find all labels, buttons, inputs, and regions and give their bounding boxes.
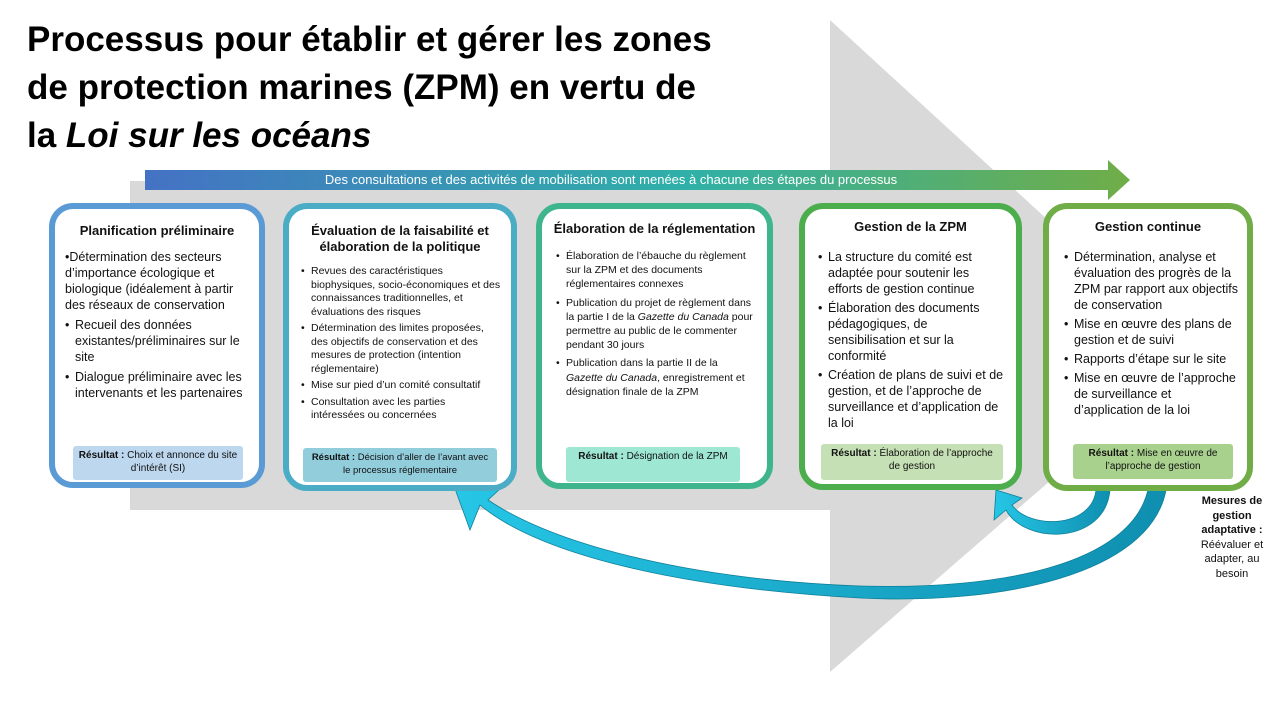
step-item: • Publication dans la partie II de la Gazette du Canada, enregistrement et désignation finale de la ZPM [556, 356, 757, 399]
step-item: • Détermination, analyse et évaluation des progrès de la ZPM par rapport aux objectifs de conservation [1064, 249, 1239, 313]
step-items [818, 249, 1006, 431]
step-item: • Création de plans de suivi et de gestion, et de l’approche de surveillance et d’application de la loi [818, 367, 1006, 431]
step-result [1073, 444, 1233, 479]
step-card-planning [49, 203, 265, 488]
step-items [1064, 249, 1239, 418]
step-title: Planification préliminaire [79, 223, 235, 238]
result-text: Élaboration de l’approche de gestion [879, 448, 993, 472]
result-label: Résultat : [831, 448, 877, 459]
adaptive-management-note [1188, 494, 1276, 581]
step-item: • Élaboration des documents pédagogiques, de sensibilisation et sur la conformité [818, 300, 1006, 364]
result-text: Désignation de la ZPM [626, 451, 728, 462]
step-item: • Détermination des secteurs d’importance écologique et biologique (idéalement à partir des réseaux de conservation [65, 249, 253, 313]
title-line-2: de protection marines (ZPM) en vertu de [27, 68, 696, 107]
step-items [556, 249, 757, 399]
result-label: Résultat : [311, 452, 356, 463]
step-item: • Mise sur pied d’un comité consultatif [301, 379, 501, 393]
title-line-3-prefix: la [27, 116, 66, 155]
step-card-ongoing-management [1043, 203, 1253, 491]
step-result [821, 444, 1003, 480]
step-title: Élaboration de la réglementation [553, 221, 756, 236]
step-item: • Élaboration de l’ébauche du règlement sur la ZPM et des documents réglementaires connexes [556, 249, 757, 292]
step-item: • Dialogue préliminaire avec les intervenants et les partenaires [65, 369, 253, 401]
step-title: Évaluation de la faisabilité et élaboration de la politique [311, 223, 489, 254]
step-card-feasibility [283, 203, 517, 491]
step-item: • Détermination des limites proposées, des objectifs de conservation et des mesures de protection (intention réglementaire) [301, 322, 501, 376]
consultation-banner-text: Des consultations et des activités de mobilisation sont menées à chacune des étapes du processus [324, 172, 898, 187]
step-title: Gestion de la ZPM [854, 219, 967, 234]
result-text: Choix et annonce du site d’intérêt (SI) [127, 450, 238, 474]
title-line-3-italic: Loi sur les océans [65, 116, 372, 155]
step-item: • Mise en œuvre de l’approche de surveillance et d’application de la loi [1064, 370, 1239, 418]
result-text: Décision d’aller de l’avant avec le processus réglementaire [342, 452, 489, 476]
step-title: Gestion continue [1094, 219, 1202, 234]
step-result [566, 447, 740, 482]
step-items [301, 265, 501, 423]
step-item: • Publication du projet de règlement dans la partie I de la Gazette du Canada pour permettre au public de le commenter pendant 30 jours [556, 296, 757, 353]
result-label: Résultat : [1088, 448, 1135, 459]
page-title [27, 16, 787, 160]
step-item: • Rapports d’étape sur le site [1064, 351, 1239, 367]
step-result [303, 448, 497, 482]
feedback-arrow-to-management [994, 490, 1110, 534]
title-line-1: Processus pour établir et gérer les zones [27, 20, 712, 59]
result-label: Résultat : [578, 451, 624, 462]
step-card-regulation [536, 203, 773, 489]
result-label: Résultat : [78, 450, 125, 461]
step-item: • Recueil des données existantes/préliminaires sur le site [65, 317, 253, 365]
step-items [65, 249, 253, 401]
result-text: Mise en œuvre de l’approche de gestion [1105, 448, 1218, 472]
adaptive-label: Mesures de gestion adaptative : [1201, 495, 1263, 536]
step-card-management [799, 203, 1022, 490]
step-item: • La structure du comité est adaptée pour soutenir les efforts de gestion continue [818, 249, 1006, 297]
step-item: • Mise en œuvre des plans de gestion et de suivi [1064, 316, 1239, 348]
step-item: • Revues des caractéristiques biophysiques, socio-économiques et des connaissances traditionnelles, et évaluations des risques [301, 265, 501, 319]
step-item: • Consultation avec les parties intéressées ou concernées [301, 396, 501, 423]
step-result [73, 446, 243, 480]
adaptive-text: Réévaluer et adapter, au besoin [1200, 538, 1264, 580]
